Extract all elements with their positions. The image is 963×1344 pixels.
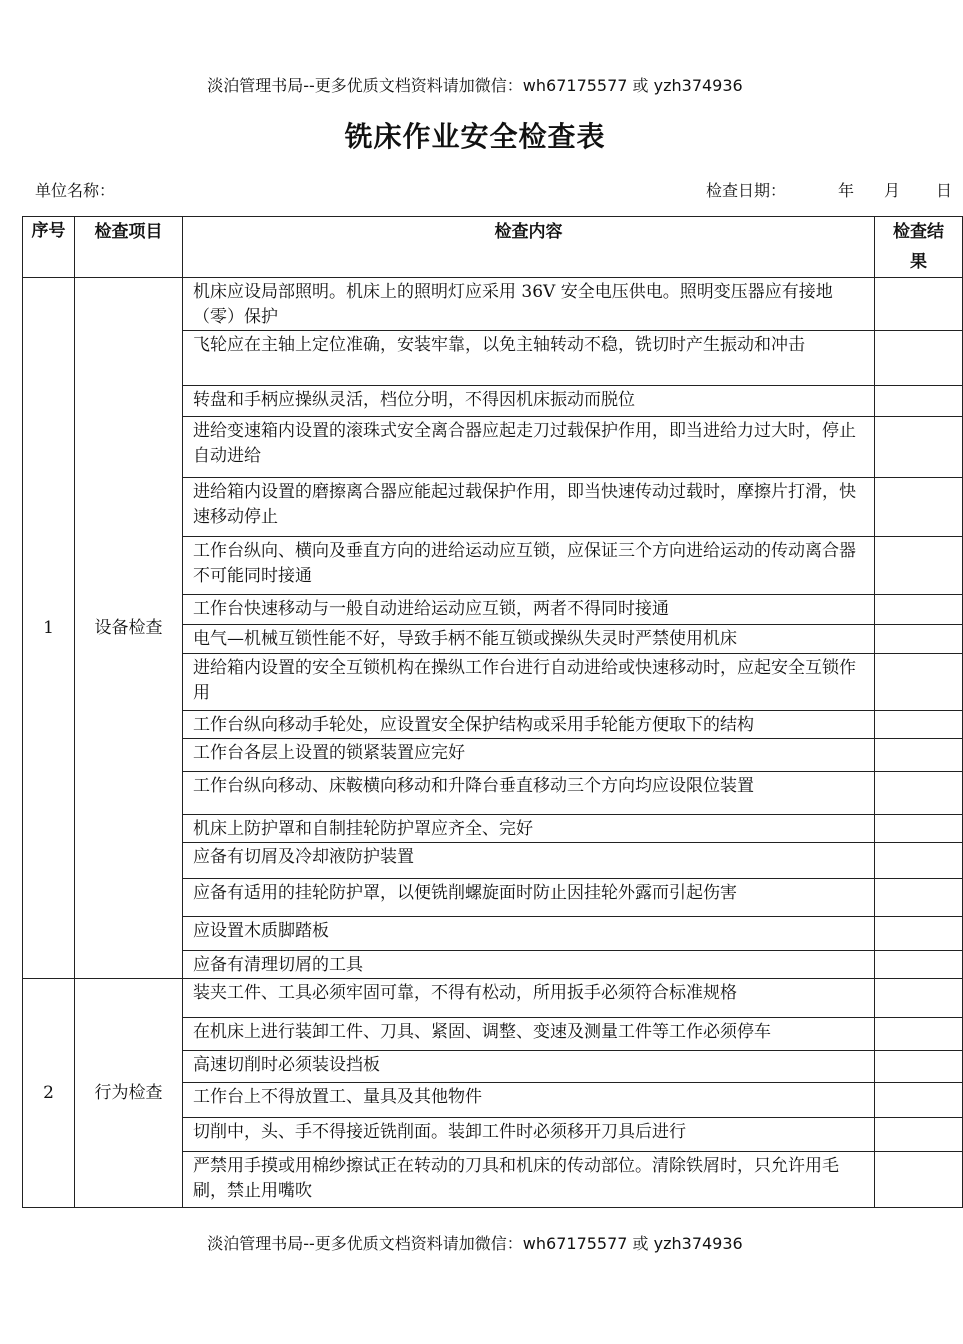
col-header-content: 检查内容 bbox=[183, 217, 875, 278]
check-content: 应备有切屑及冷却液防护装置 bbox=[183, 843, 875, 879]
inspection-date bbox=[706, 178, 952, 201]
check-content: 进给变速箱内设置的滚珠式安全离合器应起走刀过载保护作用，即当进给力过大时，停止自动进给 bbox=[183, 417, 875, 478]
check-result-cell[interactable] bbox=[875, 711, 963, 739]
check-content: 飞轮应在主轴上定位准确，安装牢靠，以免主轴转动不稳，铣切时产生振动和冲击 bbox=[183, 331, 875, 386]
check-result-cell[interactable] bbox=[875, 772, 963, 815]
inspection-table bbox=[22, 216, 963, 1208]
col-header-result: 检查结果 bbox=[875, 217, 963, 278]
check-result-cell[interactable] bbox=[875, 1083, 963, 1118]
check-content: 工作台纵向移动手轮处，应设置安全保护结构或采用手轮能方便取下的结构 bbox=[183, 711, 875, 739]
check-result-cell[interactable] bbox=[875, 879, 963, 917]
page-title: 铣床作业安全检查表 bbox=[344, 120, 606, 153]
check-content: 电气—机械互锁性能不好，导致手柄不能互锁或操纵失灵时严禁使用机床 bbox=[183, 625, 875, 654]
check-content: 应备有清理切屑的工具 bbox=[183, 951, 875, 979]
check-content: 工作台快速移动与一般自动进给运动应互锁，两者不得同时接通 bbox=[183, 595, 875, 625]
table-row bbox=[23, 979, 963, 1018]
check-result-cell[interactable] bbox=[875, 815, 963, 843]
check-content: 转盘和手柄应操纵灵活，档位分明，不得因机床振动而脱位 bbox=[183, 386, 875, 417]
group-item: 设备检查 bbox=[75, 278, 183, 979]
header-note: 淡泊管理书局--更多优质文档资料请加微信：wh67175577 或 yzh374936 bbox=[207, 76, 743, 95]
check-result-cell[interactable] bbox=[875, 1118, 963, 1152]
check-result-cell[interactable] bbox=[875, 537, 963, 595]
group-number: 2 bbox=[23, 979, 75, 1208]
check-content: 应备有适用的挂轮防护罩，以便铣削螺旋面时防止因挂轮外露而引起伤害 bbox=[183, 879, 875, 917]
check-result-cell[interactable] bbox=[875, 625, 963, 654]
check-result-cell[interactable] bbox=[875, 739, 963, 772]
check-content: 在机床上进行装卸工件、刀具、紧固、调整、变速及测量工件等工作必须停车 bbox=[183, 1018, 875, 1051]
check-content: 工作台上不得放置工、量具及其他物件 bbox=[183, 1083, 875, 1118]
check-result-cell[interactable] bbox=[875, 478, 963, 537]
footer-note: 淡泊管理书局--更多优质文档资料请加微信：wh67175577 或 yzh374936 bbox=[207, 1234, 743, 1253]
check-result-cell[interactable] bbox=[875, 1152, 963, 1208]
table-row bbox=[23, 278, 963, 331]
check-result-cell[interactable] bbox=[875, 386, 963, 417]
check-content: 工作台各层上设置的锁紧装置应完好 bbox=[183, 739, 875, 772]
check-result-cell[interactable] bbox=[875, 917, 963, 951]
col-header-no: 序号 bbox=[23, 217, 75, 278]
check-content: 切削中，头、手不得接近铣削面。装卸工件时必须移开刀具后进行 bbox=[183, 1118, 875, 1152]
check-result-cell[interactable] bbox=[875, 595, 963, 625]
check-content: 进给箱内设置的安全互锁机构在操纵工作台进行自动进给或快速移动时，应起安全互锁作用 bbox=[183, 654, 875, 711]
check-content: 高速切削时必须装设挡板 bbox=[183, 1051, 875, 1083]
check-result-cell[interactable] bbox=[875, 951, 963, 979]
check-result-cell[interactable] bbox=[875, 654, 963, 711]
check-result-cell[interactable] bbox=[875, 331, 963, 386]
table-header-row bbox=[23, 217, 963, 278]
check-result-cell[interactable] bbox=[875, 979, 963, 1018]
check-result-cell[interactable] bbox=[875, 417, 963, 478]
check-result-cell[interactable] bbox=[875, 1018, 963, 1051]
check-result-cell[interactable] bbox=[875, 278, 963, 331]
check-result-cell[interactable] bbox=[875, 1051, 963, 1083]
date-day: 日 bbox=[936, 181, 953, 200]
col-header-item: 检查项目 bbox=[75, 217, 183, 278]
check-content: 机床应设局部照明。机床上的照明灯应采用 36V 安全电压供电。照明变压器应有接地（零）保护 bbox=[183, 278, 875, 331]
unit-name-label: 单位名称： bbox=[35, 181, 116, 200]
check-content: 装夹工件、工具必须牢固可靠，不得有松动，所用扳手必须符合标准规格 bbox=[183, 979, 875, 1018]
check-content: 进给箱内设置的磨擦离合器应能起过载保护作用，即当快速传动过载时，摩擦片打滑，快速移动停止 bbox=[183, 478, 875, 537]
table-body bbox=[23, 278, 963, 1208]
group-number: 1 bbox=[23, 278, 75, 979]
check-content: 严禁用手摸或用棉纱擦试正在转动的刀具和机床的传动部位。清除铁屑时，只允许用毛刷，禁止用嘴吹 bbox=[183, 1152, 875, 1208]
date-year: 年 bbox=[838, 181, 855, 200]
check-content: 应设置木质脚踏板 bbox=[183, 917, 875, 951]
check-result-cell[interactable] bbox=[875, 843, 963, 879]
date-label: 检查日期： bbox=[706, 181, 787, 200]
check-content: 工作台纵向、横向及垂直方向的进给运动应互锁，应保证三个方向进给运动的传动离合器不可能同时接通 bbox=[183, 537, 875, 595]
group-item: 行为检查 bbox=[75, 979, 183, 1208]
check-content: 工作台纵向移动、床鞍横向移动和升降台垂直移动三个方向均应设限位装置 bbox=[183, 772, 875, 815]
check-content: 机床上防护罩和自制挂轮防护罩应齐全、完好 bbox=[183, 815, 875, 843]
date-month: 月 bbox=[884, 181, 901, 200]
